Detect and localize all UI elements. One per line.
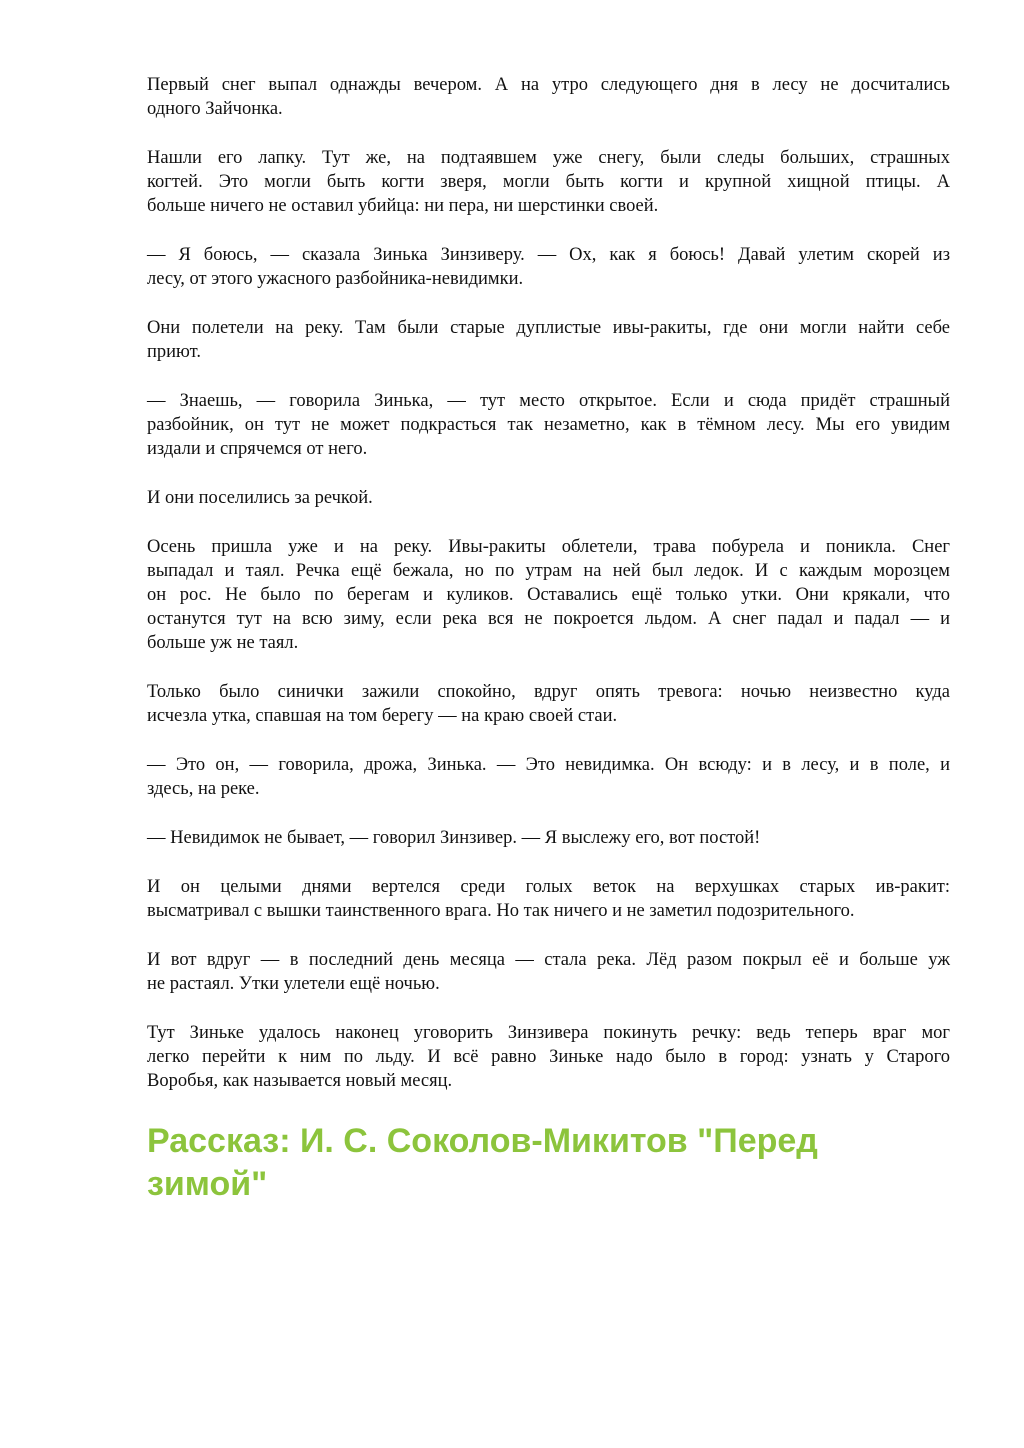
text-line: здесь, на реке. bbox=[147, 779, 260, 799]
text-line: выпадал и таял. Речка ещё бежала, но по утрам на ней был ледок. И с каждым морозцем bbox=[147, 561, 950, 581]
text-line: Нашли его лапку. Тут же, на подтаявшем уже снегу, были следы больших, страшных bbox=[147, 148, 950, 168]
paragraph bbox=[147, 73, 950, 121]
paragraph bbox=[147, 680, 950, 728]
story-text bbox=[147, 73, 950, 1118]
text-line: когтей. Это могли быть когти зверя, могли быть когти и крупной хищной птицы. А bbox=[147, 172, 950, 192]
paragraph bbox=[147, 243, 950, 291]
paragraph bbox=[147, 948, 950, 996]
text-line: исчезла утка, спавшая на том берегу — на краю своей стаи. bbox=[147, 706, 618, 726]
paragraph bbox=[147, 535, 950, 655]
paragraph bbox=[147, 753, 950, 801]
text-line: — Это он, — говорила, дрожа, Зинька. — Это невидимка. Он всюду: и в лесу, и в поле, и bbox=[147, 755, 950, 775]
text-line: высматривал с вышки таинственного врага. Но так ничего и не заметил подозрительного. bbox=[147, 901, 855, 921]
text-line: одного Зайчонка. bbox=[147, 99, 283, 119]
text-line: Тут Зиньке удалось наконец уговорить Зинзивера покинуть речку: ведь теперь враг мог bbox=[147, 1023, 950, 1043]
text-line: И они поселились за речкой. bbox=[147, 488, 373, 508]
text-line: Только было синички зажили спокойно, вдруг опять тревога: ночью неизвестно куда bbox=[147, 682, 950, 702]
text-line: больше уж не таял. bbox=[147, 633, 299, 653]
text-line: он рос. Не было по берегам и куликов. Оставались ещё только утки. Они крякали, что bbox=[147, 585, 950, 605]
section-heading: Рассказ: И. С. Соколов-Микитов "Перед зимой" bbox=[147, 1122, 818, 1203]
text-line: Осень пришла уже и на реку. Ивы-ракиты облетели, трава побурела и поникла. Снег bbox=[147, 537, 950, 557]
paragraph bbox=[147, 1021, 950, 1093]
paragraph bbox=[147, 389, 950, 461]
text-line: приют. bbox=[147, 342, 201, 362]
text-line: — Знаешь, — говорила Зинька, — тут место открытое. Если и сюда придёт страшный bbox=[147, 391, 950, 411]
paragraph bbox=[147, 146, 950, 218]
text-line: издали и спрячемся от него. bbox=[147, 439, 368, 459]
text-line: Первый снег выпал однажды вечером. А на утро следующего дня в лесу не досчитались bbox=[147, 75, 950, 95]
text-line: не растаял. Утки улетели ещё ночью. bbox=[147, 974, 440, 994]
text-line: И он целыми днями вертелся среди голых веток на верхушках старых ив-ракит: bbox=[147, 877, 950, 897]
text-line: — Невидимок не бывает, — говорил Зинзивер. — Я выслежу его, вот постой! bbox=[147, 828, 761, 848]
text-line: Они полетели на реку. Там были старые дуплистые ивы-ракиты, где они могли найти себе bbox=[147, 318, 950, 338]
text-line: Воробья, как называется новый месяц. bbox=[147, 1071, 453, 1091]
paragraph bbox=[147, 316, 950, 364]
text-line: разбойник, он тут не может подкрасться так незаметно, как в тёмном лесу. Мы его увидим bbox=[147, 415, 950, 435]
text-line: лесу, от этого ужасного разбойника-невидимки. bbox=[147, 269, 524, 289]
text-line: больше ничего не оставил убийца: ни пера, ни шерстинки своей. bbox=[147, 196, 659, 216]
paragraph bbox=[147, 486, 950, 510]
text-line: — Я боюсь, — сказала Зинька Зинзиверу. — Ох, как я боюсь! Давай улетим скорей из bbox=[147, 245, 950, 265]
text-line: легко перейти к ним по льду. И всё равно Зиньке надо было в город: узнать у Старого bbox=[147, 1047, 950, 1067]
paragraph bbox=[147, 826, 950, 850]
text-line: И вот вдруг — в последний день месяца — стала река. Лёд разом покрыл её и больше уж bbox=[147, 950, 950, 970]
text-line: останутся тут на всю зиму, если река вся не покроется льдом. А снег падал и падал — и bbox=[147, 609, 950, 629]
paragraph bbox=[147, 875, 950, 923]
